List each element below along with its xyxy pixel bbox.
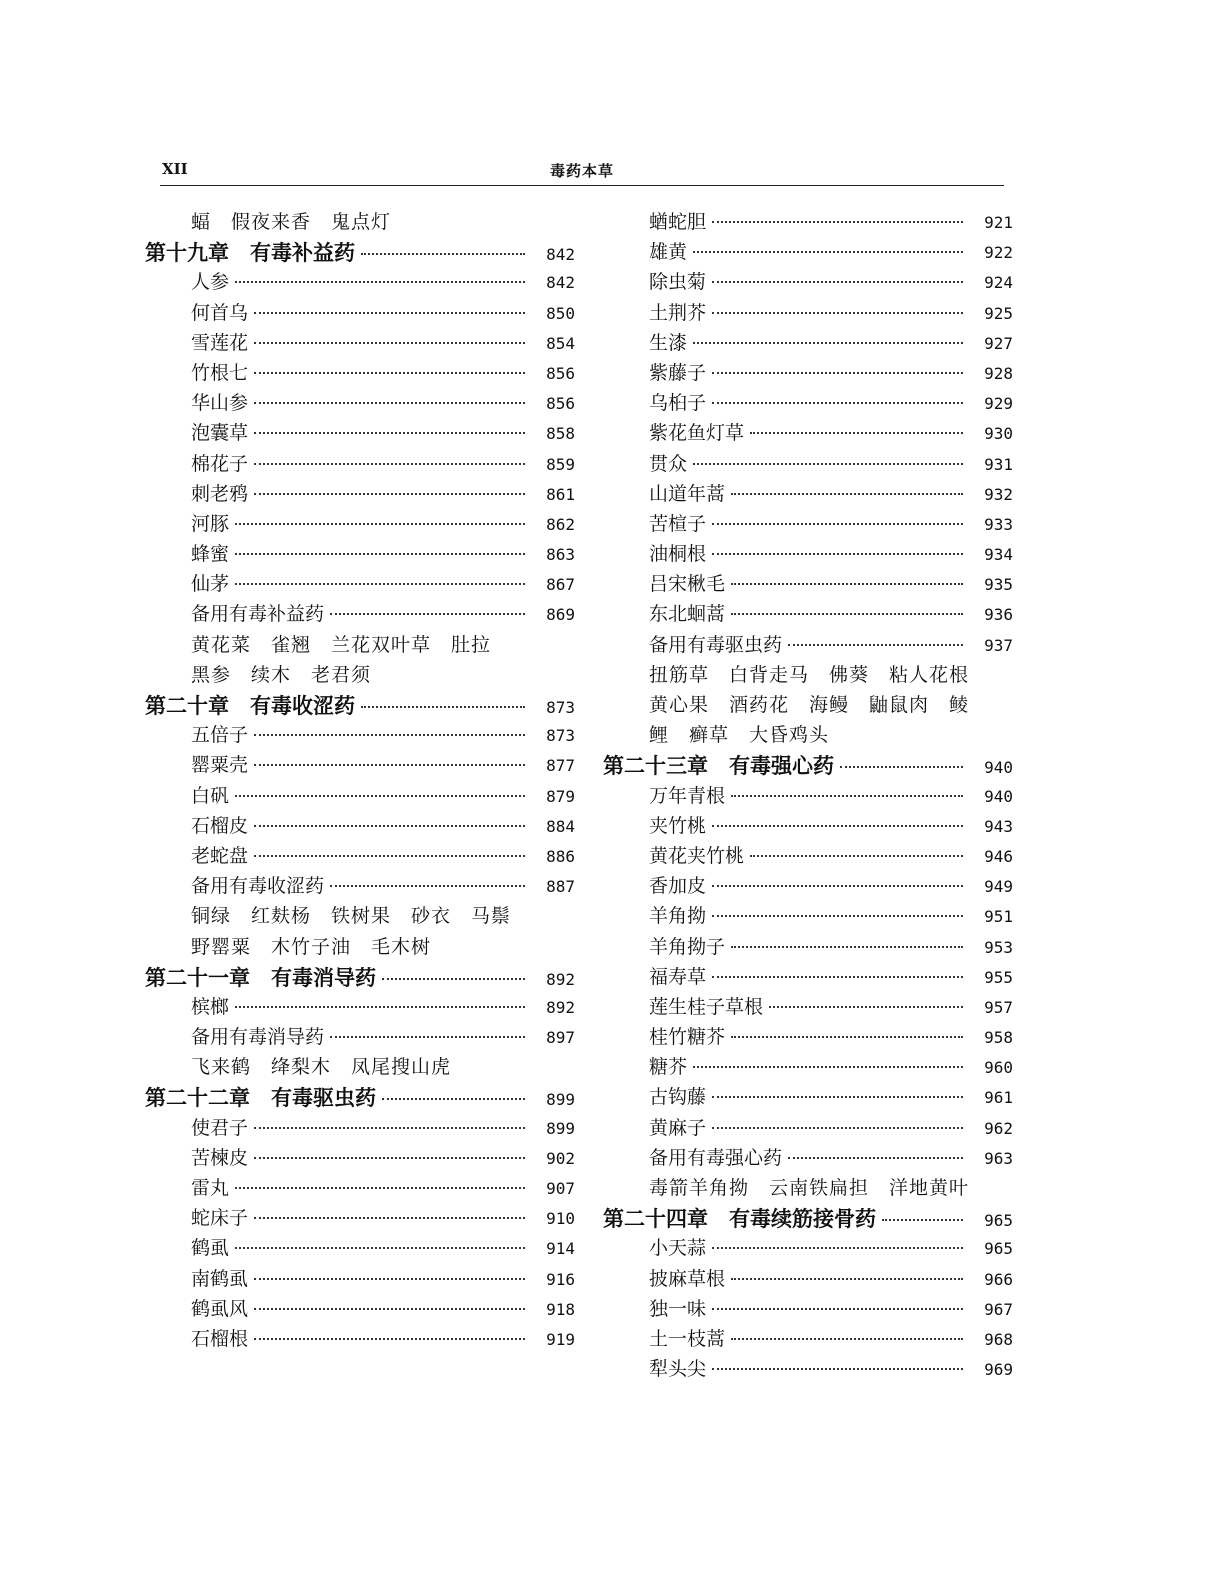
toc-page-number: 958 <box>984 1028 1013 1048</box>
toc-page-number: 967 <box>984 1299 1013 1319</box>
toc-page-number: 940 <box>984 786 1013 806</box>
toc-label: 白矾 <box>191 784 230 807</box>
toc-label: 备用有毒补益药 <box>191 603 325 626</box>
dot-leader <box>235 1247 525 1249</box>
dot-leader <box>235 795 525 797</box>
toc-page-number: 861 <box>546 484 575 504</box>
dot-leader <box>235 1187 525 1189</box>
page-number: XII <box>162 160 188 178</box>
toc-entry <box>145 267 575 297</box>
toc-label: 备用有毒强心药 <box>649 1146 783 1169</box>
toc-label: 苦楦子 <box>649 512 707 535</box>
toc-page-number: 965 <box>984 1239 1013 1259</box>
toc-page-number: 963 <box>984 1148 1013 1168</box>
toc-page-number: 856 <box>546 363 575 383</box>
supplementary-list <box>145 901 575 931</box>
dot-leader <box>254 312 525 314</box>
toc-label: 乌桕子 <box>649 392 707 415</box>
toc-right-column <box>603 207 1013 1384</box>
toc-page-number: 867 <box>546 575 575 595</box>
toc-label: 扭筋草 白背走马 佛葵 粘人花根 <box>649 663 970 686</box>
toc-label: 土荆芥 <box>649 301 707 324</box>
toc-page-number: 931 <box>984 454 1013 474</box>
dot-leader <box>731 613 963 615</box>
toc-page-number: 856 <box>546 394 575 414</box>
toc-page-number: 929 <box>984 394 1013 414</box>
toc-label: 槟榔 <box>191 995 230 1018</box>
toc-label: 福寿草 <box>649 965 707 988</box>
toc-entry <box>603 932 1013 962</box>
toc-page-number: 910 <box>546 1209 575 1229</box>
dot-leader <box>712 1096 963 1098</box>
toc-label: 紫花鱼灯草 <box>649 422 745 445</box>
dot-leader <box>788 644 963 646</box>
toc-label: 竹根七 <box>191 361 249 384</box>
dot-leader <box>330 1036 525 1038</box>
toc-page-number: 962 <box>984 1118 1013 1138</box>
dot-leader <box>254 825 525 827</box>
dot-leader <box>712 1127 963 1129</box>
toc-entry <box>145 509 575 539</box>
dot-leader <box>882 1219 963 1221</box>
toc-page-number: 899 <box>546 1118 575 1138</box>
toc-page-number: 968 <box>984 1329 1013 1349</box>
supplementary-list <box>145 207 575 237</box>
dot-leader <box>254 402 525 404</box>
toc-entry <box>603 811 1013 841</box>
chapter-heading <box>145 1082 575 1112</box>
toc-entry <box>603 1082 1013 1112</box>
dot-leader <box>254 1338 525 1340</box>
toc-label: 棉花子 <box>191 452 249 475</box>
book-title: 毒药本草 <box>549 162 614 180</box>
toc-entry <box>145 1113 575 1143</box>
toc-label: 毒箭羊角拗 云南铁扁担 洋地黄叶 <box>649 1177 970 1199</box>
toc-label: 油桐根 <box>649 543 707 566</box>
toc-entry <box>145 811 575 841</box>
toc-label: 黄花菜 雀翘 兰花双叶草 肚拉 <box>191 633 492 656</box>
toc-entry <box>145 418 575 448</box>
toc-page-number: 966 <box>984 1269 1013 1289</box>
dot-leader <box>712 553 963 555</box>
dot-leader <box>731 946 963 948</box>
toc-page-number: 955 <box>984 967 1013 987</box>
toc-entry <box>603 509 1013 539</box>
toc-page-number: 928 <box>984 363 1013 383</box>
dot-leader <box>254 493 525 495</box>
toc-entry <box>603 871 1013 901</box>
dot-leader <box>712 281 963 283</box>
toc-page-number: 932 <box>984 484 1013 504</box>
dot-leader <box>254 734 525 736</box>
chapter-heading <box>145 690 575 720</box>
toc-entry <box>145 298 575 328</box>
toc-page-number: 858 <box>546 424 575 444</box>
dot-leader <box>731 1278 963 1280</box>
toc-page-number: 949 <box>984 877 1013 897</box>
toc-entry <box>603 298 1013 328</box>
chapter-heading <box>603 750 1013 780</box>
dot-leader <box>235 523 525 525</box>
toc-label: 五倍子 <box>191 724 249 747</box>
toc-entry <box>603 630 1013 660</box>
toc-page-number: 897 <box>546 1028 575 1048</box>
dot-leader <box>769 1006 963 1008</box>
toc-label: 羊角拗 <box>649 905 707 928</box>
toc-label: 香加皮 <box>649 875 707 898</box>
toc-page-number: 918 <box>546 1299 575 1319</box>
toc-entry <box>603 539 1013 569</box>
toc-entry <box>145 1264 575 1294</box>
supplementary-list <box>145 660 575 690</box>
dot-leader <box>731 1036 963 1038</box>
toc-page-number: 943 <box>984 816 1013 836</box>
supplementary-list <box>603 660 1013 690</box>
dot-leader <box>712 825 963 827</box>
dot-leader <box>693 463 963 465</box>
dot-leader <box>254 1278 525 1280</box>
toc-label: 备用有毒驱虫药 <box>649 633 783 656</box>
toc-page-number: 850 <box>546 303 575 323</box>
toc-label: 第二十三章 有毒强心药 <box>603 753 834 779</box>
toc-page-number: 919 <box>546 1329 575 1349</box>
dot-leader <box>731 1338 963 1340</box>
toc-label: 雷丸 <box>191 1177 230 1199</box>
toc-label: 第二十章 有毒收涩药 <box>145 693 355 718</box>
chapter-heading <box>603 1203 1013 1233</box>
toc-entry <box>145 871 575 901</box>
dot-leader <box>840 766 963 768</box>
dot-leader <box>712 1308 963 1310</box>
toc-page-number: 936 <box>984 605 1013 625</box>
supplementary-list <box>145 1052 575 1082</box>
toc-entry <box>145 1022 575 1052</box>
toc-page-number: 960 <box>984 1058 1013 1078</box>
toc-label: 山道年蒿 <box>649 482 726 505</box>
toc-label: 何首乌 <box>191 301 249 324</box>
toc-label: 铜绿 红麸杨 铁树果 砂衣 马鬃 <box>191 905 512 928</box>
toc-label: 鹤虱 <box>191 1237 230 1260</box>
toc-entry <box>603 781 1013 811</box>
toc-page-number: 842 <box>546 245 575 265</box>
toc-entry <box>603 1264 1013 1294</box>
toc-page-number: 924 <box>984 273 1013 293</box>
toc-entry <box>145 781 575 811</box>
toc-page-number: 935 <box>984 575 1013 595</box>
toc-label: 泡囊草 <box>191 422 249 445</box>
toc-label: 老蛇盘 <box>191 844 249 867</box>
toc-entry <box>603 1052 1013 1082</box>
toc-entry <box>145 479 575 509</box>
chapter-heading <box>145 962 575 992</box>
toc-page-number: 969 <box>984 1360 1013 1380</box>
dot-leader <box>254 855 525 857</box>
dot-leader <box>235 553 525 555</box>
dot-leader <box>712 976 963 978</box>
dot-leader <box>712 1247 963 1249</box>
toc-label: 刺老鸦 <box>191 482 249 505</box>
toc-page-number: 879 <box>546 786 575 806</box>
dot-leader <box>712 372 963 374</box>
toc-label: 石榴皮 <box>191 814 249 837</box>
toc-entry <box>603 388 1013 418</box>
toc-label: 第二十四章 有毒续筋接骨药 <box>603 1206 876 1232</box>
toc-label: 仙茅 <box>191 573 230 596</box>
toc-page-number: 946 <box>984 846 1013 866</box>
toc-label: 石榴根 <box>191 1327 249 1350</box>
toc-entry <box>145 388 575 418</box>
toc-entry <box>603 267 1013 297</box>
toc-entry <box>145 328 575 358</box>
toc-entry <box>603 1354 1013 1384</box>
toc-entry <box>603 1324 1013 1354</box>
toc-page-number: 916 <box>546 1269 575 1289</box>
toc-entry <box>145 750 575 780</box>
toc-page-number: 907 <box>546 1179 575 1198</box>
toc-label: 河豚 <box>191 512 230 535</box>
toc-entry <box>145 841 575 871</box>
dot-leader <box>254 764 525 766</box>
toc-label: 除虫菊 <box>649 271 707 294</box>
toc-label: 独一味 <box>649 1297 707 1320</box>
toc-entry <box>603 449 1013 479</box>
toc-page-number: 892 <box>546 997 575 1017</box>
dot-leader <box>731 583 963 585</box>
toc-page-number: 854 <box>546 333 575 353</box>
toc-page-number: 937 <box>984 635 1013 655</box>
toc-entry <box>603 328 1013 358</box>
toc-page-number: 933 <box>984 514 1013 534</box>
dot-leader <box>712 221 963 223</box>
toc-label: 黑参 续木 老君须 <box>191 663 372 686</box>
toc-entry <box>603 992 1013 1022</box>
dot-leader <box>693 1066 963 1068</box>
toc-page-number: 953 <box>984 937 1013 957</box>
toc-entry <box>603 237 1013 267</box>
dot-leader <box>254 1308 525 1310</box>
dot-leader <box>235 281 525 283</box>
dot-leader <box>382 1098 525 1100</box>
dot-leader <box>712 312 963 314</box>
chapter-heading <box>145 237 575 267</box>
dot-leader <box>382 978 525 980</box>
toc-label: 蝠 假夜来香 鬼点灯 <box>191 211 392 233</box>
toc-label: 小天蒜 <box>649 1237 707 1260</box>
dot-leader <box>788 1157 963 1159</box>
toc-label: 南鹤虱 <box>191 1267 249 1290</box>
toc-entry <box>603 599 1013 629</box>
toc-label: 蝤蛇胆 <box>649 211 707 233</box>
dot-leader <box>361 706 525 708</box>
dot-leader <box>712 523 963 525</box>
toc-entry <box>603 1022 1013 1052</box>
toc-entry <box>145 599 575 629</box>
dot-leader <box>254 372 525 374</box>
toc-label: 黄花夹竹桃 <box>649 844 745 867</box>
dot-leader <box>712 1368 963 1370</box>
toc-page-number: 842 <box>546 273 575 293</box>
toc-entry <box>603 479 1013 509</box>
toc-page-number: 922 <box>984 243 1013 263</box>
toc-label: 使君子 <box>191 1116 249 1139</box>
toc-entry <box>145 539 575 569</box>
toc-page-number: 884 <box>546 816 575 836</box>
toc-label: 羊角拗子 <box>649 935 726 958</box>
toc-entry <box>145 720 575 750</box>
toc-label: 黄麻子 <box>649 1116 707 1139</box>
toc-page-number: 940 <box>984 758 1013 778</box>
toc-label: 蜂蜜 <box>191 543 230 566</box>
toc-label: 鲤 癣草 大昏鸡头 <box>649 724 830 747</box>
toc-page-number: 873 <box>546 698 575 717</box>
toc-entry <box>145 1203 575 1233</box>
toc-page-number: 886 <box>546 846 575 866</box>
dot-leader <box>254 342 525 344</box>
toc-entry <box>603 1143 1013 1173</box>
toc-label: 万年青根 <box>649 784 726 807</box>
toc-label: 土一枝蒿 <box>649 1327 726 1350</box>
toc-label: 犁头尖 <box>649 1358 707 1381</box>
toc-label: 人参 <box>191 271 230 294</box>
toc-entry <box>603 841 1013 871</box>
toc-page-number: 914 <box>546 1239 575 1259</box>
toc-entry <box>145 449 575 479</box>
toc-label: 第二十一章 有毒消导药 <box>145 964 376 990</box>
dot-leader <box>254 1157 525 1159</box>
toc-page-number: 873 <box>546 726 575 746</box>
dot-leader <box>330 885 525 887</box>
toc-entry <box>603 962 1013 992</box>
toc-entry <box>603 1113 1013 1143</box>
dot-leader <box>693 342 963 344</box>
toc-entry <box>145 569 575 599</box>
toc-label: 备用有毒收涩药 <box>191 875 325 898</box>
toc-label: 贯众 <box>649 452 688 475</box>
toc-page-number: 859 <box>546 454 575 474</box>
dot-leader <box>361 253 525 255</box>
toc-entry <box>145 358 575 388</box>
dot-leader <box>254 1127 525 1129</box>
toc-page-number: 930 <box>984 424 1013 444</box>
dot-leader <box>254 432 525 434</box>
dot-leader <box>750 432 963 434</box>
toc-label: 飞来鹤 绛梨木 凤尾搜山虎 <box>191 1056 452 1079</box>
toc-label: 黄心果 酒药花 海鳗 鼬鼠肉 鲮 <box>649 694 970 716</box>
toc-page-number: 934 <box>984 545 1013 565</box>
dot-leader <box>693 251 963 253</box>
toc-label: 第二十二章 有毒驱虫药 <box>145 1085 376 1111</box>
toc-page-number: 951 <box>984 907 1013 927</box>
supplementary-list <box>145 630 575 660</box>
toc-entry <box>603 1233 1013 1263</box>
dot-leader <box>731 493 963 495</box>
dot-leader <box>254 1217 525 1219</box>
toc-entry <box>145 1143 575 1173</box>
toc-label: 蛇床子 <box>191 1207 249 1230</box>
toc-entry <box>145 1173 575 1203</box>
toc-entry <box>603 358 1013 388</box>
toc-page-number: 887 <box>546 877 575 897</box>
toc-page-number: 961 <box>984 1088 1013 1108</box>
header-rule <box>160 185 1004 186</box>
toc-label: 糖芥 <box>649 1056 688 1079</box>
toc-entry <box>603 418 1013 448</box>
dot-leader <box>235 1006 525 1008</box>
toc-entry <box>603 1294 1013 1324</box>
toc-label: 东北蛔蒿 <box>649 603 726 626</box>
toc-page-number: 965 <box>984 1211 1013 1231</box>
toc-page-number: 892 <box>546 969 575 989</box>
toc-entry <box>145 1294 575 1324</box>
toc-label: 生漆 <box>649 331 688 354</box>
dot-leader <box>254 463 525 465</box>
toc-label: 古钩藤 <box>649 1086 707 1109</box>
toc-label: 野罂粟 木竹子油 毛木树 <box>191 935 432 958</box>
toc-page-number: 899 <box>546 1090 575 1110</box>
supplementary-list <box>145 932 575 962</box>
toc-label: 雄黄 <box>649 241 688 264</box>
toc-label: 鹤虱风 <box>191 1297 249 1320</box>
toc-entry <box>603 207 1013 237</box>
toc-page-number: 925 <box>984 303 1013 323</box>
dot-leader <box>330 613 525 615</box>
toc-label: 华山参 <box>191 392 249 415</box>
supplementary-list <box>603 690 1013 720</box>
toc-entry <box>145 1324 575 1354</box>
toc-entry <box>603 569 1013 599</box>
toc-page-number: 921 <box>984 213 1013 232</box>
toc-entry <box>145 992 575 1022</box>
toc-label: 备用有毒消导药 <box>191 1026 325 1049</box>
toc-label: 莲生桂子草根 <box>649 995 764 1018</box>
toc-page-number: 869 <box>546 605 575 625</box>
toc-entry <box>603 901 1013 931</box>
toc-page-number: 927 <box>984 333 1013 353</box>
toc-label: 罂粟壳 <box>191 754 249 777</box>
toc-label: 雪莲花 <box>191 331 249 354</box>
toc-page-number: 862 <box>546 514 575 534</box>
dot-leader <box>731 795 963 797</box>
dot-leader <box>712 402 963 404</box>
supplementary-list <box>603 1173 1013 1203</box>
dot-leader <box>750 855 963 857</box>
supplementary-list <box>603 720 1013 750</box>
toc-page-number: 957 <box>984 997 1013 1017</box>
toc-label: 苦楝皮 <box>191 1146 249 1169</box>
toc-page-number: 877 <box>546 756 575 776</box>
dot-leader <box>712 885 963 887</box>
dot-leader <box>235 583 525 585</box>
page-header <box>160 158 1004 188</box>
toc-entry <box>145 1233 575 1263</box>
toc-page-number: 902 <box>546 1148 575 1168</box>
toc-label: 第十九章 有毒补益药 <box>145 240 355 266</box>
toc-label: 披麻草根 <box>649 1267 726 1290</box>
dot-leader <box>712 915 963 917</box>
toc-label: 桂竹糖芥 <box>649 1026 726 1049</box>
toc-label: 紫藤子 <box>649 361 707 384</box>
toc-label: 夹竹桃 <box>649 814 707 837</box>
toc-label: 吕宋楸毛 <box>649 573 726 596</box>
toc-page-number: 863 <box>546 545 575 565</box>
toc-left-column <box>145 207 575 1354</box>
